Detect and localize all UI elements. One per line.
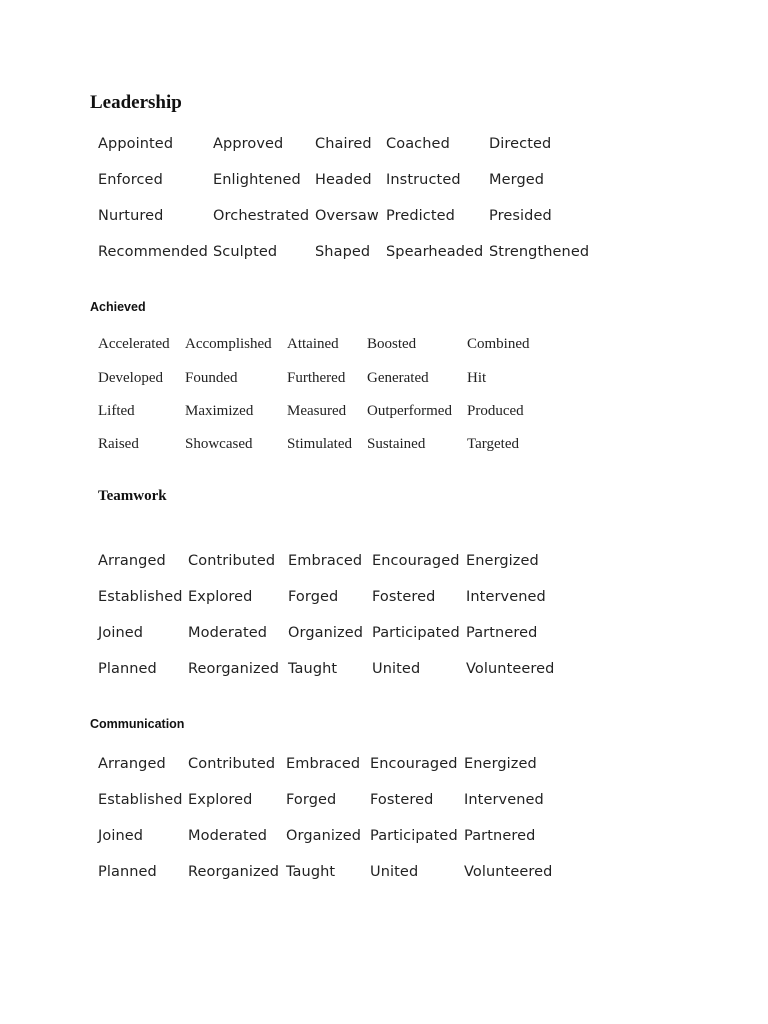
word-cell: Chaired [315, 136, 372, 152]
word-cell: Sustained [367, 436, 426, 452]
word-cell: Measured [287, 403, 347, 419]
word-cell: Predicted [386, 208, 455, 224]
word-cell: Enlightened [213, 172, 301, 188]
word-cell: Orchestrated [213, 208, 310, 224]
word-cell: Embraced [288, 553, 363, 569]
word-cell: Coached [386, 136, 450, 152]
word-cell: Established [98, 589, 183, 605]
word-cell: Organized [288, 625, 364, 641]
word-cell: Explored [188, 792, 253, 808]
word-cell: Presided [489, 208, 552, 224]
word-cell: Energized [464, 756, 537, 772]
word-cell: Instructed [386, 172, 461, 188]
section-title-communication: Communication [90, 717, 185, 731]
word-cell: Sculpted [213, 244, 278, 260]
word-cell: Combined [467, 336, 530, 352]
word-cell: Furthered [287, 370, 346, 386]
word-cell: Energized [466, 553, 539, 569]
word-cell: Taught [286, 864, 336, 880]
word-cell: Organized [286, 828, 362, 844]
word-cell: Embraced [286, 756, 361, 772]
word-cell: Directed [489, 136, 552, 152]
word-cell: Encouraged [372, 553, 460, 569]
word-cell: Moderated [188, 828, 268, 844]
section-title-teamwork: Teamwork [98, 488, 167, 504]
word-cell: Stimulated [287, 436, 352, 452]
word-cell: Lifted [98, 403, 135, 419]
word-cell: Reorganized [188, 661, 280, 677]
word-cell: Volunteered [464, 864, 553, 880]
word-cell: Contributed [188, 553, 276, 569]
word-cell: Intervened [464, 792, 544, 808]
word-cell: Partnered [466, 625, 538, 641]
section-title-leadership: Leadership [90, 92, 182, 113]
word-cell: Spearheaded [386, 244, 484, 260]
word-cell: Boosted [367, 336, 417, 352]
word-cell: Approved [213, 136, 284, 152]
word-cell: Outperformed [367, 403, 452, 419]
word-cell: Produced [467, 403, 524, 419]
word-cell: Fostered [372, 589, 436, 605]
word-cell: Reorganized [188, 864, 280, 880]
word-cell: Nurtured [98, 208, 164, 224]
word-cell: Maximized [185, 403, 254, 419]
word-cell: Developed [98, 370, 163, 386]
word-cell: Generated [367, 370, 429, 386]
word-cell: Moderated [188, 625, 268, 641]
word-cell: Planned [98, 661, 157, 677]
word-cell: Explored [188, 589, 253, 605]
word-cell: Enforced [98, 172, 163, 188]
word-cell: Partnered [464, 828, 536, 844]
word-cell: Volunteered [466, 661, 555, 677]
word-cell: Recommended [98, 244, 208, 260]
word-cell: Contributed [188, 756, 276, 772]
word-cell: Arranged [98, 756, 166, 772]
word-cell: Encouraged [370, 756, 458, 772]
word-cell: Strengthened [489, 244, 590, 260]
word-cell: Headed [315, 172, 372, 188]
word-cell: Forged [288, 589, 339, 605]
word-cell: Accelerated [98, 336, 170, 352]
word-cell: United [370, 864, 419, 880]
word-cell: Hit [467, 370, 487, 386]
word-cell: Merged [489, 172, 545, 188]
word-cell: Forged [286, 792, 337, 808]
word-cell: Arranged [98, 553, 166, 569]
word-cell: Founded [185, 370, 238, 386]
word-cell: Fostered [370, 792, 434, 808]
word-cell: Participated [370, 828, 458, 844]
section-title-achieved: Achieved [90, 300, 146, 314]
word-cell: Planned [98, 864, 157, 880]
word-cell: Raised [98, 436, 139, 452]
word-cell: Attained [287, 336, 339, 352]
word-cell: Joined [98, 625, 144, 641]
word-cell: Shaped [315, 244, 371, 260]
word-cell: United [372, 661, 421, 677]
word-cell: Oversaw [315, 208, 379, 224]
word-cell: Showcased [185, 436, 253, 452]
word-cell: Appointed [98, 136, 174, 152]
word-cell: Intervened [466, 589, 546, 605]
word-cell: Joined [98, 828, 144, 844]
word-cell: Participated [372, 625, 460, 641]
word-cell: Taught [288, 661, 338, 677]
word-cell: Targeted [467, 436, 519, 452]
word-cell: Accomplished [185, 336, 272, 352]
word-cell: Established [98, 792, 183, 808]
